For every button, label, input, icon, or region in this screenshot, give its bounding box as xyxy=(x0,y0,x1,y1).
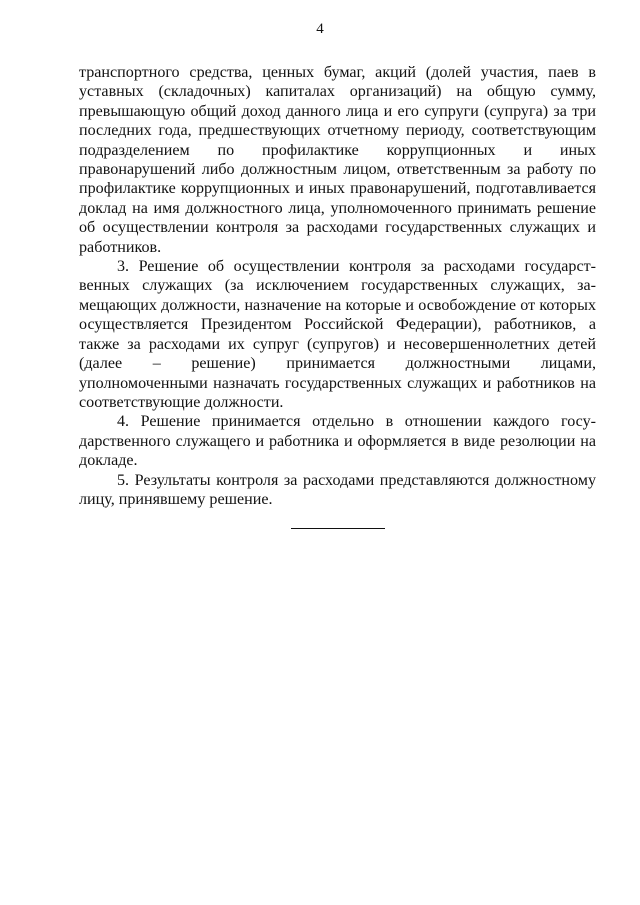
page-number: 4 xyxy=(316,21,324,37)
paragraph-3: 3. Решение об осуществлении контроля за расходами государственных служащих (за исключением государственных служащих, замещающих должности, назначение на которые и освобождение от которых осуществляется Президентом Российской Федерации), работников, а также за расходами их супруг (супругов) и несовершеннолетних детей (далее – решение) принимается должностными лицами, уполномоченными назначать государственных служащих и работников на соответствующие должности. xyxy=(79,258,596,411)
paragraph-4: 4. Решение принимается отдельно в отношении каждого государственного служащего и работника и оформляется в виде резолюции на докладе. xyxy=(79,413,596,470)
document-body xyxy=(79,63,596,509)
paragraph-5: 5. Результаты контроля за расходами представляются должностному лицу, принявшему решение. xyxy=(79,471,596,508)
closing-divider xyxy=(291,528,385,529)
paragraph-continuation: транспортного средства, ценных бумаг, акций (долей участия, паев в уставных (складочных) капиталах организаций) на общую сумму, превышающую общий доход данного лица и его супруги (супруга) за три последних года, предшествующих отчетному периоду, соответствующим подразделением по профилактике коррупционных и иных правонарушений либо должностным лицом, ответственным за работу по профилактике коррупционных и иных правонарушений, подготавливается доклад на имя должностного лица, уполномоченного принимать решение об осуществлении контроля за расходами государственных служащих и работников. xyxy=(79,64,596,256)
